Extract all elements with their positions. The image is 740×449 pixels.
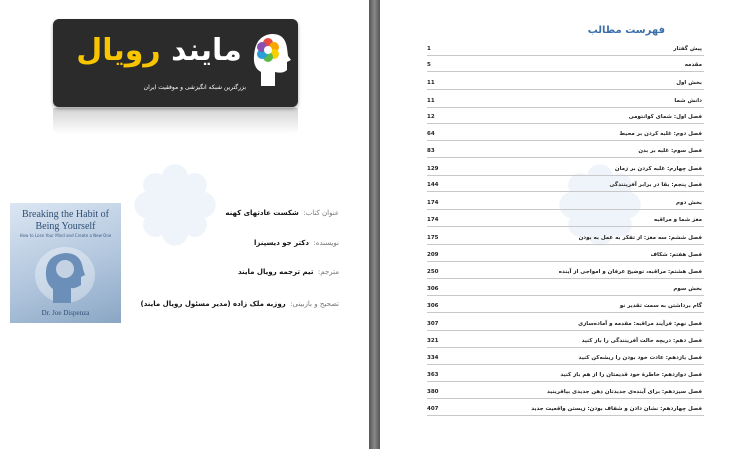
toc-entry-title: فصل اول: شمای کوانتومی <box>628 114 702 120</box>
book-cover-title: Breaking the Habit of Being Yourself <box>22 209 109 232</box>
toc-entry-title: مغز شما و مراقبه <box>653 217 702 223</box>
toc-entry-page: 407 <box>427 406 439 412</box>
toc-entry-page: 334 <box>427 355 439 361</box>
toc-entry-page: 129 <box>427 166 439 172</box>
logo-reflection <box>53 108 298 134</box>
lotus-watermark-icon <box>120 150 230 260</box>
toc-entry-page: 321 <box>427 338 439 344</box>
toc-entry-page: 64 <box>427 131 435 137</box>
toc-entry[interactable] <box>427 165 704 176</box>
toc-entry-title: فصل سیزدهم: برای آینده‌ی جدیدتان ذهن جدیدی بیافرینید <box>547 389 702 395</box>
toc-entry-title: دانش شما <box>674 98 702 104</box>
toc-entry-title: فصل دوازدهم: خاطرهٔ خود قدیمتان را از هم باز کنید <box>560 372 702 378</box>
left-page <box>0 0 369 449</box>
toc-entry[interactable] <box>427 130 704 141</box>
toc-entry-page: 175 <box>427 235 439 241</box>
book-editor-value: روزبه ملک زاده (مدیر مسئول رویال مایند) <box>140 300 286 308</box>
book-title-label: عنوان کتاب: <box>303 209 339 217</box>
toc-entry-title: پیش گفتار <box>673 46 702 52</box>
toc-entry[interactable] <box>427 234 704 245</box>
toc-entry[interactable] <box>427 45 704 56</box>
toc-entry[interactable] <box>427 285 704 296</box>
toc-entry[interactable] <box>427 216 704 227</box>
logo-tagline: بزرگترین شبکه انگیزشی و موفقیت ایران <box>143 84 246 91</box>
toc-entry-title: فصل چهاردهم: نشان دادن و شفاف بودن: زیستن واقعیت جدید <box>531 406 702 412</box>
toc-entry[interactable] <box>427 388 704 399</box>
book-title-line <box>225 209 339 217</box>
book-translator-value: تیم ترجمه رویال مایند <box>238 268 314 276</box>
head-lotus-icon <box>251 28 291 88</box>
toc-entry[interactable] <box>427 268 704 279</box>
toc-entry-title: فصل پنجم: بقا در برابر آفرینندگی <box>609 182 702 188</box>
toc-entry-title: فصل یازدهم: عادت خود بودن را ریشه‌کن کنید <box>578 355 702 361</box>
toc-entry-page: 5 <box>427 62 431 68</box>
toc-entry[interactable] <box>427 79 704 90</box>
toc-entry-title: فصل چهارم: غلبه کردن بر زمان <box>614 166 702 172</box>
book-cover-image <box>10 203 121 323</box>
toc-entry-title: فصل دهم: دریچه حالت آفرینندگی را باز کنید <box>581 338 702 344</box>
toc-entry-page: 250 <box>427 269 439 275</box>
toc-entry-title: فصل سوم: غلبه بر بدن <box>638 148 702 154</box>
toc-entry-page: 306 <box>427 286 439 292</box>
toc-entry-title: فصل ششم: سه مغز: از تفکر به عمل به بودن <box>578 235 702 241</box>
toc-entry-page: 306 <box>427 303 439 309</box>
book-author-label: نویسنده: <box>313 239 339 247</box>
toc-entry[interactable] <box>427 147 704 158</box>
toc-entry-page: 174 <box>427 217 439 223</box>
toc-entry-title: فصل هفتم: شکاف <box>650 252 702 258</box>
toc-entry-page: 174 <box>427 200 439 206</box>
book-translator-label: مترجم: <box>317 268 339 276</box>
toc-entry[interactable] <box>427 405 704 416</box>
toc-entry-page: 307 <box>427 321 439 327</box>
book-cover-subtitle: How to Lose Your Mind and Create a New One <box>19 233 112 238</box>
toc-entry[interactable] <box>427 113 704 124</box>
toc-entry[interactable] <box>427 181 704 192</box>
toc-entry-title: فصل هشتم: مراقبه، توضیح عرفان و امواجی از آینده <box>558 269 702 275</box>
toc-entry-page: 11 <box>427 98 435 104</box>
logo-wordmark <box>64 31 254 71</box>
toc-entry-title: مقدمه <box>684 62 702 68</box>
toc-entry-page: 144 <box>427 182 439 188</box>
toc-entry[interactable] <box>427 199 704 210</box>
book-editor-label: تصحیح و بازبینی: <box>290 300 339 308</box>
toc-entry[interactable] <box>427 61 704 72</box>
toc-entry-page: 12 <box>427 114 435 120</box>
logo-word-mind: مایند <box>171 33 242 68</box>
page-gutter <box>369 0 380 449</box>
toc-entry[interactable] <box>427 371 704 382</box>
toc-heading: فهرست مطالب <box>587 25 665 36</box>
toc-entry-title: فصل نهم: فرآیند مراقبه: مقدمه و آماده‌سازی <box>578 321 702 327</box>
toc-entry-page: 1 <box>427 46 431 52</box>
toc-entry-title: فصل دوم: غلبه کردن بر محیط <box>619 131 702 137</box>
toc-entry-title: بخش دوم <box>676 200 702 206</box>
toc-entry-page: 380 <box>427 389 439 395</box>
toc-entry-page: 209 <box>427 252 439 258</box>
book-author-value: دکتر جو دیسپنزا <box>253 239 309 247</box>
toc-entry[interactable] <box>427 320 704 331</box>
toc-entry-page: 363 <box>427 372 439 378</box>
head-figure-icon <box>29 241 101 307</box>
right-page <box>380 0 740 449</box>
toc-entry-page: 11 <box>427 80 435 86</box>
book-editor-line <box>141 300 339 308</box>
book-translator-line <box>238 268 339 276</box>
toc-entry[interactable] <box>427 251 704 262</box>
toc-entry[interactable] <box>427 302 704 313</box>
toc-entry[interactable] <box>427 354 704 365</box>
toc-entry-page: 83 <box>427 148 435 154</box>
toc-entry-title: گام برداشتن به سمت تقدیر نو <box>619 303 702 309</box>
book-author-line <box>254 239 339 247</box>
toc-entry[interactable] <box>427 97 704 108</box>
toc-entry[interactable] <box>427 337 704 348</box>
toc-entry-title: بخش اول <box>676 80 702 86</box>
logo-word-royal: رویال <box>76 33 161 68</box>
book-cover-author: Dr. Joe Dispenza <box>41 309 90 317</box>
book-title-value: شکست عادتهای کهنه <box>225 209 299 217</box>
toc-entry-title: بخش سوم <box>673 286 702 292</box>
